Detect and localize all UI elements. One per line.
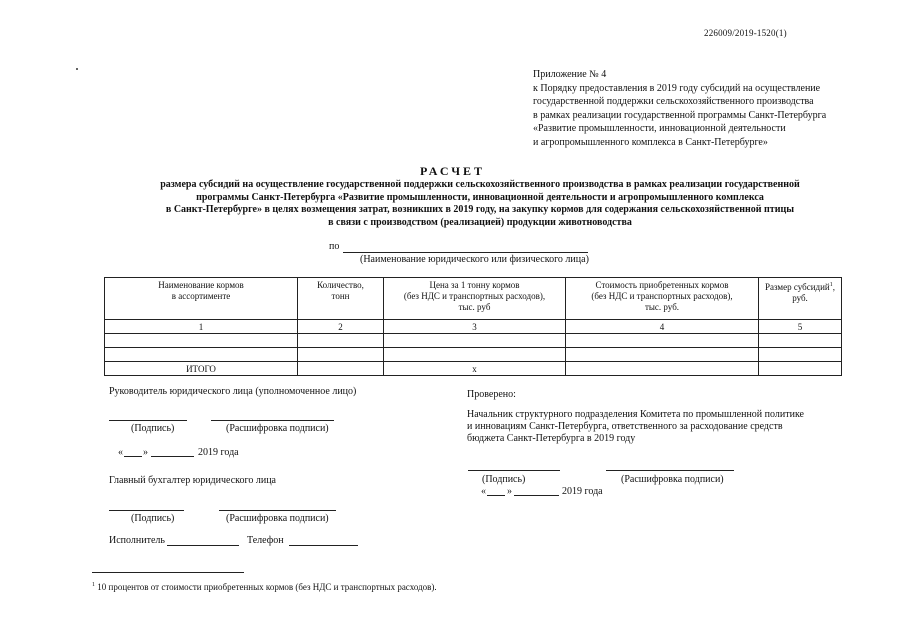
- appendix-line: к Порядку предоставления в 2019 году субсидий на осуществление: [533, 82, 821, 94]
- signature-caption: (Подпись): [131, 513, 175, 524]
- header-quantity: Количество, тонн: [298, 278, 384, 320]
- date-open-quote: «: [118, 447, 123, 458]
- table-cell[interactable]: [105, 334, 298, 348]
- footnote: [92, 582, 437, 592]
- chief-line: Начальник структурного подразделения Комитета по промышленной политике: [467, 409, 804, 420]
- date-month-line[interactable]: [514, 495, 559, 496]
- column-number: 3: [384, 320, 566, 334]
- appendix-line: «Развитие промышленности, инновационной деятельности: [533, 123, 786, 135]
- appendix-line: Приложение № 4: [533, 69, 607, 80]
- table-cell[interactable]: [566, 362, 759, 376]
- table-cell[interactable]: [566, 348, 759, 362]
- footnote-text: 10 процентов от стоимости приобретенных кормов (без НДС и транспортных расходов).: [97, 582, 437, 592]
- table-row: [105, 320, 842, 334]
- date-close-quote: »: [143, 447, 148, 458]
- header-price: Цена за 1 тонну кормов (без НДС и транспортных расходов), тыс. руб: [384, 278, 566, 320]
- date-year: 2019 года: [198, 447, 239, 458]
- subtitle-line: в связи с производством (реализацией) продукции животноводства: [328, 216, 632, 228]
- subtitle-line: размера субсидий на осуществление государственной поддержки сельскохозяйственного производства в рамках реализации государственной: [160, 179, 800, 190]
- document-id: 226009/2019-1520(1): [704, 28, 787, 38]
- table-row: [105, 348, 842, 362]
- entity-name-caption: (Наименование юридического или физического лица): [360, 254, 589, 265]
- date-day-line[interactable]: [124, 456, 142, 457]
- column-number: 1: [105, 320, 298, 334]
- table-cell[interactable]: [759, 362, 842, 376]
- calculation-table: [104, 277, 842, 376]
- subtitle-line: программы Санкт-Петербурга «Развитие промышленности, инновационной деятельности и агропромышленного комплекса: [196, 191, 764, 203]
- executor-label: Исполнитель: [109, 535, 165, 546]
- column-number: 2: [298, 320, 384, 334]
- document-title: РАСЧЕТ: [419, 164, 486, 178]
- footnote-ref: 1: [829, 282, 833, 288]
- total-label: ИТОГО: [105, 362, 298, 376]
- accountant-label: Главный бухгалтер юридического лица: [109, 475, 276, 486]
- footnote-mark: 1: [92, 582, 95, 588]
- decode-caption: (Расшифровка подписи): [226, 423, 329, 434]
- date-close-quote: »: [507, 486, 512, 497]
- chief-signature-line[interactable]: [468, 470, 560, 471]
- document-subtitle: [100, 179, 860, 229]
- table-cell[interactable]: [566, 334, 759, 348]
- appendix-line: государственной поддержки сельскохозяйственного производства: [533, 96, 814, 108]
- header-subsidy: Размер субсидий$^1$, руб.: [759, 278, 842, 320]
- appendix-line: и агропромышленного комплекса в Санкт-Петербурге»: [533, 136, 768, 148]
- table-header-row: [105, 278, 842, 320]
- table-cell[interactable]: [759, 334, 842, 348]
- column-number: 4: [566, 320, 759, 334]
- decode-caption: (Расшифровка подписи): [621, 474, 724, 485]
- table-cell[interactable]: [298, 348, 384, 362]
- signature-caption: (Подпись): [482, 474, 526, 485]
- table-cell[interactable]: [105, 348, 298, 362]
- signature-caption: (Подпись): [131, 423, 175, 434]
- header-feed-name: Наименование кормов в ассортименте: [105, 278, 298, 320]
- checked-label: Проверено:: [467, 389, 516, 400]
- column-number: 5: [759, 320, 842, 334]
- entity-name-line[interactable]: [343, 252, 588, 253]
- header-cost: Стоимость приобретенных кормов (без НДС и транспортных расходов), тыс. руб.: [566, 278, 759, 320]
- head-label: Руководитель юридического лица (уполномоченное лицо): [109, 386, 357, 397]
- head-signature-line[interactable]: [109, 420, 187, 421]
- date-year: 2019 года: [562, 486, 603, 497]
- po-label: по: [329, 241, 340, 252]
- table-cell[interactable]: [298, 334, 384, 348]
- chief-line: и инновациям Санкт-Петербурга, ответственного за расходование средств: [467, 421, 783, 432]
- head-decode-line[interactable]: [211, 420, 334, 421]
- phone-line[interactable]: [289, 545, 358, 546]
- date-month-line[interactable]: [151, 456, 194, 457]
- chief-line: бюджета Санкт-Петербурга в 2019 году: [467, 433, 636, 444]
- table-total-row: [105, 362, 842, 376]
- accountant-decode-line[interactable]: [219, 510, 336, 511]
- date-day-line[interactable]: [487, 495, 505, 496]
- chief-block: [467, 409, 804, 445]
- phone-label: Телефон: [247, 535, 284, 546]
- table-cell[interactable]: [298, 362, 384, 376]
- decode-caption: (Расшифровка подписи): [226, 513, 329, 524]
- appendix-block: [533, 68, 826, 150]
- total-price: x: [384, 362, 566, 376]
- accountant-signature-line[interactable]: [109, 510, 184, 511]
- chief-decode-line[interactable]: [606, 470, 734, 471]
- table-row: [105, 334, 842, 348]
- date-open-quote: «: [481, 486, 486, 497]
- footnote-separator: [92, 572, 244, 573]
- subtitle-line: в Санкт-Петербурге» в целях возмещения затрат, возникших в 2019 году, на закупку кормов для содержания сельскохозяйственной птицы: [165, 204, 795, 216]
- table-cell[interactable]: [384, 334, 566, 348]
- executor-line[interactable]: [167, 545, 239, 546]
- appendix-line: в рамках реализации государственной программы Санкт-Петербурга: [533, 109, 827, 121]
- table-cell[interactable]: [384, 348, 566, 362]
- scan-dot: [76, 68, 78, 70]
- table-cell[interactable]: [759, 348, 842, 362]
